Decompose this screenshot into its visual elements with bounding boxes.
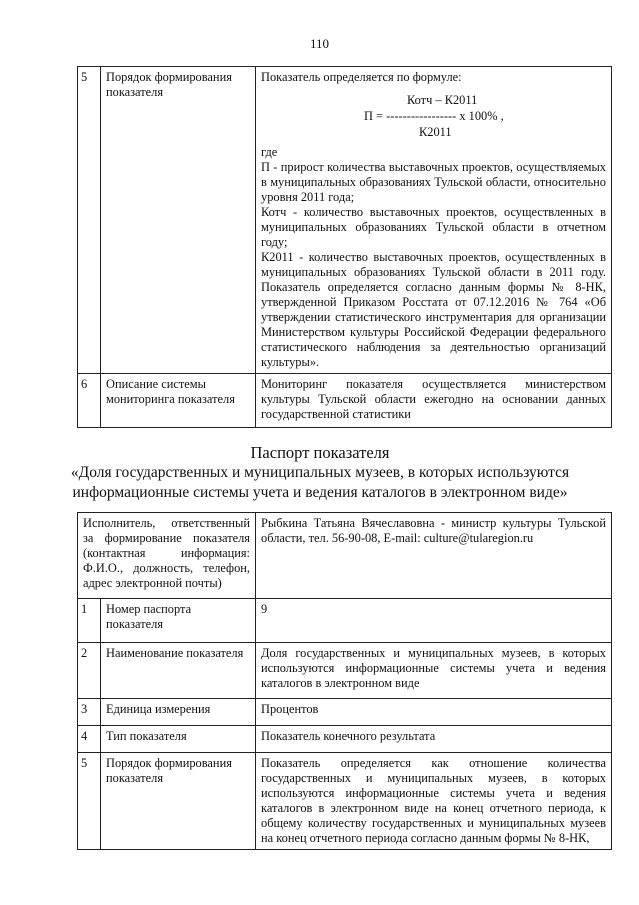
section-subtitle-line1: «Доля государственных и муниципальных музеев, в которых используются bbox=[70, 464, 570, 481]
table-row bbox=[78, 374, 612, 428]
table-row bbox=[78, 67, 612, 374]
row-number: 5 bbox=[78, 67, 101, 374]
row-number: 2 bbox=[78, 643, 101, 699]
formula-intro: Показатель определяется по формуле: bbox=[261, 70, 462, 84]
executor-value: Рыбкина Татьяна Вячеславовна - министр культуры Тульской области, тел. 56-90-08, E-mail: culture@tularegion.ru bbox=[256, 513, 612, 599]
row-value: Показатель конечного результата bbox=[256, 726, 612, 753]
row-value: 9 bbox=[256, 599, 612, 643]
row-number: 5 bbox=[78, 753, 101, 850]
row-number: 1 bbox=[78, 599, 101, 643]
row-number: 6 bbox=[78, 374, 101, 428]
executor-label: Исполнитель, ответственный за формирование показателя (контактная информация: Ф.И.О., должность, телефон, адрес электронной почты) bbox=[78, 513, 256, 599]
row-label: Порядок формирования показателя bbox=[101, 753, 256, 850]
row-label: Наименование показателя bbox=[101, 643, 256, 699]
formula-where: где bbox=[261, 145, 278, 159]
page-number: 110 bbox=[309, 36, 330, 51]
row-number: 3 bbox=[78, 699, 101, 726]
section-title: Паспорт показателя bbox=[250, 443, 390, 462]
formula-numerator: Котч – К2011 bbox=[407, 93, 478, 107]
section-subtitle bbox=[60, 463, 580, 503]
executor-row bbox=[78, 513, 612, 599]
passport-table-continued bbox=[77, 66, 612, 428]
row-value: Процентов bbox=[256, 699, 612, 726]
row-value: Показатель определяется как отношение количества государственных и муниципальных музеев, в которых используются информационные системы учета и ведения каталогов в электронном виде на конец отчетного периода, к общему количеству государственных и муниципальных музеев на конец отчетного периода согласно данным формы № 8-НК, bbox=[256, 753, 612, 850]
row-value: Мониторинг показателя осуществляется министерством культуры Тульской области ежегодно на основании данных государственной статистики bbox=[256, 374, 612, 428]
definition-kotch: Котч - количество выставочных проектов, осуществленных в муниципальных образованиях Тульской области в отчетном году; bbox=[261, 205, 606, 249]
row-label: Единица измерения bbox=[101, 699, 256, 726]
table-row bbox=[78, 726, 612, 753]
formula-denominator: К2011 bbox=[419, 125, 452, 139]
table-row bbox=[78, 699, 612, 726]
row-number: 4 bbox=[78, 726, 101, 753]
passport-table bbox=[77, 512, 612, 850]
section-subtitle-line2: информационные системы учета и ведения каталогов в электронном виде» bbox=[72, 484, 568, 501]
table-row bbox=[78, 753, 612, 850]
row-label: Номер паспорта показателя bbox=[101, 599, 256, 643]
row-value: Доля государственных и муниципальных музеев, в которых используются информационные системы учета и ведения каталогов в электронном виде bbox=[256, 643, 612, 699]
definition-k2011: К2011 - количество выставочных проектов, осуществленных в муниципальных образованиях Тульской области в 2011 году. Показатель определяется согласно данным формы № 8-НК, утвержденной Приказом Росстата от 07.12.2016 № 764 «Об утверждении статистического инструментария для организации Министерством культуры Российской Федерации федерального статистического наблюдения за деятельностью организаций культуры». bbox=[261, 250, 606, 369]
table-row bbox=[78, 643, 612, 699]
table-row bbox=[78, 599, 612, 643]
row-label: Порядок формирования показателя bbox=[101, 67, 256, 374]
formula bbox=[261, 93, 606, 159]
row-label: Описание системы мониторинга показателя bbox=[101, 374, 256, 428]
row-label: Тип показателя bbox=[101, 726, 256, 753]
formula-equation: П = ----------------- х 100% , bbox=[364, 109, 504, 123]
definition-p: П - прирост количества выставочных проектов, осуществляемых в муниципальных образованиях Тульской области, относительно уровня 2011 года; bbox=[261, 160, 606, 204]
row-value bbox=[256, 67, 612, 374]
